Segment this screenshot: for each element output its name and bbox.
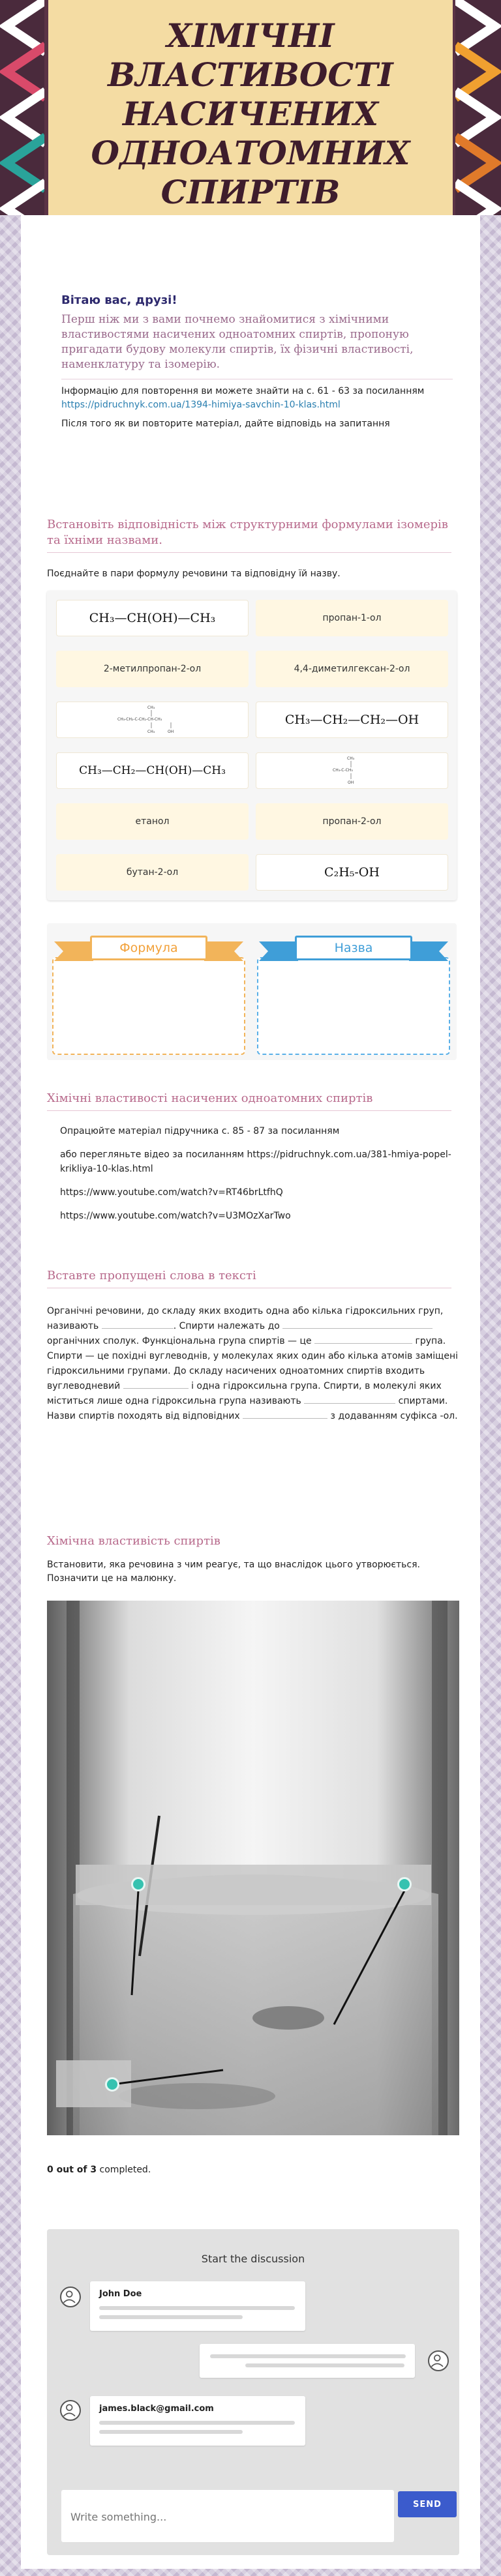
- header-title-panel: [44, 0, 457, 215]
- discussion-panel: [47, 2229, 459, 2555]
- blank-input-6[interactable]: [243, 1410, 327, 1419]
- matching-instruction: Поєднайте в пари формулу речовини та відповідну їй назву.: [47, 569, 341, 579]
- fill-text-part: органічних сполук. Функціональна група спиртів — це: [47, 1336, 312, 1346]
- tile-formula-propan-1-ol[interactable]: CH₃—CH₂—CH₂—OH: [256, 702, 448, 738]
- completion-word: completed.: [97, 2165, 151, 2175]
- hotspot-marker-1[interactable]: [131, 1877, 145, 1891]
- fill-text-part: спиртами. Назви спиртів походять від відповідних: [47, 1396, 448, 1421]
- properties-links: [60, 1124, 451, 1232]
- greeting-heading: Вітаю вас, друзі!: [61, 293, 177, 307]
- hotspot-marker-2[interactable]: [397, 1877, 412, 1891]
- tile-formula-propan-2-ol[interactable]: CH₃—CH(OH)—CH₃: [56, 600, 249, 636]
- message-self: [200, 2344, 415, 2378]
- reaction-photo: [47, 1601, 459, 2135]
- svg-text:OH: OH: [167, 730, 174, 734]
- ribbon-wing-right-icon: [204, 941, 243, 961]
- ribbon-name: [259, 932, 448, 964]
- ribbon-wing-left-icon: [54, 941, 93, 961]
- intro-lead: Перш ніж ми з вами почнемо знайомитися з хімічними властивостями насичених одноатомних спиртів, пропоную пригадати будову молекули спиртів, їх фізичні властивості, наменклатуру та ізомерію.: [61, 313, 414, 371]
- tile-structure-4-4-dimethylhexanol[interactable]: [56, 702, 249, 738]
- video-link-1[interactable]: https://www.youtube.com/watch?v=RT46brLtfhQ: [60, 1187, 283, 1198]
- tile-formula-butan-2-ol[interactable]: CH₃—CH₂—CH(OH)—CH₃: [56, 752, 249, 789]
- blank-input-3[interactable]: [314, 1335, 412, 1344]
- dropzone-name[interactable]: [257, 957, 450, 1055]
- ribbon-wing-left-icon: [259, 941, 298, 961]
- fill-text-part: з додаванням суфікса -ол.: [330, 1411, 458, 1421]
- blank-input-2[interactable]: [282, 1320, 433, 1329]
- properties-title: Хімічні властивості насичених одноатомних спиртів: [47, 1091, 451, 1111]
- hotspot-lines: [47, 1601, 459, 2135]
- message-james-black: [90, 2396, 305, 2446]
- properties-p1: Опрацюйте матеріал підручника с. 85 - 87 за посиланням: [60, 1126, 340, 1136]
- message-author: John Doe: [99, 2289, 142, 2299]
- tile-propan-1-ol[interactable]: пропан-1-ол: [256, 600, 448, 636]
- structure-formula-image: [313, 754, 391, 787]
- intro-info-text: Інформацію для повторення ви можете знайти на с. 61 - 63 за посиланням: [61, 386, 425, 396]
- svg-text:CH₃: CH₃: [346, 756, 354, 761]
- ribbon-formula-label: Формула: [90, 936, 207, 960]
- fill-blanks-text: [47, 1304, 459, 1424]
- fill-text-part: . Спирти належать до: [173, 1321, 280, 1331]
- hotspot-instruction: Встановити, яка речовина з чим реагує, та що внаслідок цього утворюється. Позначити це на малюнку.: [47, 1560, 420, 1584]
- fill-text-part: і одна гідроксильна група. Спирти, в молекулі яких міститься лише одна гідроксильна група називають: [47, 1381, 442, 1406]
- tile-propan-2-ol[interactable]: пропан-2-ол: [256, 803, 448, 840]
- chevron-banner-right: [455, 0, 501, 215]
- fill-text-part: група. Спирти — це похідні вуглеводнів, у молекулах яких один або кілька атомів заміщені гідроксильними групами. До складу насичених одноатомних спиртів входить вуглеводневий: [47, 1336, 458, 1391]
- message-john-doe: [90, 2281, 305, 2331]
- tile-2-methylpropan-2-ol[interactable]: 2-метилпропан-2-ол: [56, 651, 249, 687]
- tile-butan-2-ol[interactable]: бутан-2-ол: [56, 854, 249, 891]
- svg-text:CH₃-C-CH₃: CH₃-C-CH₃: [332, 768, 353, 773]
- tile-structure-2-methylpropanol[interactable]: [256, 752, 448, 789]
- dropzone-formula[interactable]: [52, 957, 245, 1055]
- svg-text:CH₃: CH₃: [147, 705, 155, 710]
- video-link-2[interactable]: https://www.youtube.com/watch?v=U3MOzXarTwo: [60, 1211, 291, 1221]
- intro-after: Після того як ви повторите матеріал, дайте відповідь на запитання: [61, 419, 390, 429]
- message-author: james.black@gmail.com: [99, 2404, 214, 2414]
- avatar-user-icon: [60, 2287, 81, 2307]
- ribbon-name-label: Назва: [295, 936, 412, 960]
- matching-title: Встановіть відповідність між структурними формулами ізомерів та їхніми назвами.: [47, 517, 451, 553]
- fill-text-part: Органічні речовини, до складу яких входить одна або кілька гідроксильних груп, називають: [47, 1306, 444, 1331]
- tile-formula-ethanol[interactable]: C₂H₅-OH: [256, 854, 448, 891]
- textbook-link[interactable]: https://pidruchnyk.com.ua/1394-himiya-savchin-10-klas.html: [61, 400, 341, 410]
- blank-input-5[interactable]: [304, 1395, 395, 1404]
- discussion-heading: Start the discussion: [201, 2253, 305, 2265]
- send-button[interactable]: SEND: [398, 2491, 457, 2517]
- blank-input-1[interactable]: [102, 1320, 174, 1329]
- svg-text:OH: OH: [347, 780, 354, 785]
- properties-p2[interactable]: або перегляньте відео за посиланням https://pidruchnyk.com.ua/381-hmiya-popel-krikliya-10-klas.html: [60, 1149, 451, 1174]
- intro-section: [61, 293, 453, 431]
- avatar-self-icon: [428, 2350, 449, 2371]
- structure-formula-image: [114, 703, 192, 736]
- page-title: ХІМІЧНІ ВЛАСТИВОСТІ НАСИЧЕНИХ ОДНОАТОМНИХ СПИРТІВ: [91, 16, 410, 211]
- drop-area: [47, 923, 457, 1060]
- compose-box: [61, 2490, 394, 2542]
- hotspot-marker-3[interactable]: [105, 2077, 119, 2092]
- completion-status: [47, 2165, 151, 2175]
- completion-count: 0 out of 3: [47, 2165, 97, 2175]
- discussion-input[interactable]: [70, 2508, 377, 2525]
- ribbon-wing-right-icon: [409, 941, 448, 961]
- tile-ethanol[interactable]: етанол: [56, 803, 249, 840]
- intro-info: [61, 379, 453, 412]
- tile-4-4-dimethylhexan-2-ol[interactable]: 4,4-диметилгексан-2-ол: [256, 651, 448, 687]
- svg-text:CH₃: CH₃: [147, 730, 155, 734]
- blank-input-4[interactable]: [123, 1380, 189, 1389]
- avatar-user-icon: [60, 2400, 81, 2421]
- svg-text:CH₃-CH₂-C-CH₂-CH-CH₃: CH₃-CH₂-C-CH₂-CH-CH₃: [117, 717, 162, 722]
- fill-blanks-title: Вставте пропущені слова в тексті: [47, 1268, 451, 1288]
- page-header: [0, 0, 501, 215]
- matching-grid: [47, 591, 457, 900]
- hotspot-title: Хімічна властивість спиртів: [47, 1534, 220, 1548]
- chevron-banner-left: [0, 0, 46, 215]
- content-card: [21, 215, 480, 2569]
- ribbon-formula: [54, 932, 243, 964]
